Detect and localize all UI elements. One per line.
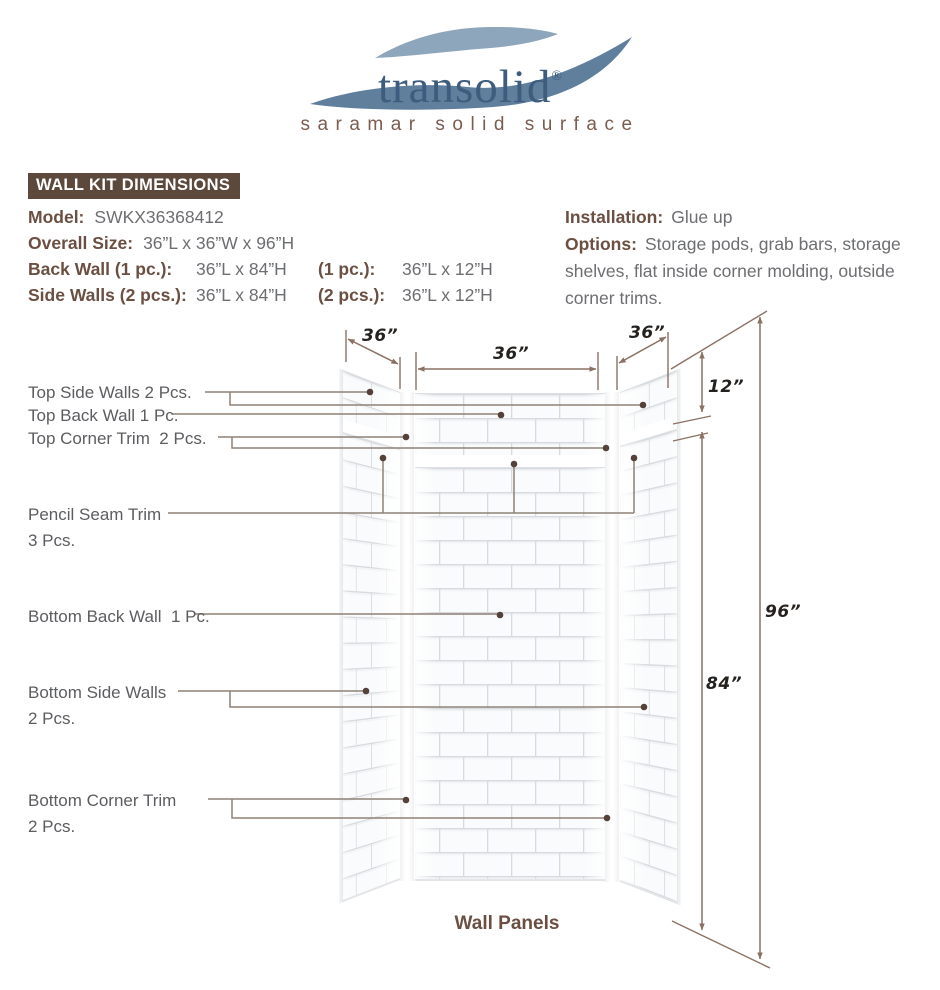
callout-bottom-back-wall: Bottom Back Wall 1 Pc. (28, 607, 210, 626)
callout-top-corner-trim: Top Corner Trim 2 Pcs. (28, 429, 207, 448)
spec-row-model (28, 204, 493, 230)
options-label: Options: (565, 234, 637, 254)
brand-name: transolid (377, 61, 552, 113)
right-bottom-panel (620, 428, 680, 906)
left-top-panel (340, 369, 400, 437)
back-wall-top-label: (1 pc.): (318, 259, 376, 279)
right-panel-edge (677, 369, 680, 906)
wave-light (375, 27, 558, 58)
brand-logo (0, 61, 940, 113)
installation-label: Installation: (565, 207, 664, 227)
back-wall-bottom-panel (415, 467, 605, 881)
model-label: Model: (28, 207, 85, 227)
overall-size-value: 36”L x 36”W x 96”H (143, 233, 295, 253)
dim-label-overall-height: 96” (765, 602, 802, 622)
left-bottom-panel (340, 431, 400, 903)
callout-pencil-seam-trim: Pencil Seam Trim 3 Pcs. (28, 505, 162, 550)
back-wall-label: Back Wall (1 pc.): (28, 259, 173, 279)
installation-value: Glue up (671, 207, 733, 227)
installation-options (565, 204, 937, 312)
back-wall-top-value: 36”L x 12”H (402, 259, 493, 279)
callout-bottom-side-walls: Bottom Side Walls 2 Pcs. (28, 683, 167, 728)
dim-label-bottom-height: 84” (706, 674, 743, 694)
wall-kit-spec-sheet: transolid® saramar solid surface WALL KIT DIMENSIONS Model: SWKX36368412 Overall Size: 36”L x 36”W x 96”H Back Wall (1 pc.): 36”L x 84”H (1 pc.): 36”L x 12”H Side Walls (2 pcs.): 36”L x 84”H (2 pcs.): 36”L x 12”H Installation: Glue up Options: Storage pods, grab bars, storage shelves, flat inside corner molding, outside corner trims. Top Side Walls 2 Pcs. Top Back Wall 1 Pc. Top Corner Trim 2 Pcs. Pencil Seam Trim 3 Pcs. Bottom Back Wall 1 Pc. Bottom Side Walls 2 Pcs. Bottom Corner Trim 2 Pcs. 36” 36” 36” 12” 96” 84” Wall Panels (0, 0, 940, 990)
side-walls-top-value: 36”L x 12”H (402, 285, 493, 305)
back-wall-top-panel (415, 393, 605, 455)
brand-tagline: saramar solid surface (300, 114, 640, 135)
section-header-badge: WALL KIT DIMENSIONS (28, 173, 240, 199)
side-walls-top-label: (2 pcs.): (318, 285, 386, 305)
installation-row (565, 204, 937, 231)
side-walls-value: 36”L x 84”H (196, 285, 287, 305)
left-side-wall-panel (340, 369, 400, 904)
right-side-wall-panel (620, 369, 680, 906)
spec-row-overall-size (28, 230, 493, 256)
dim-label-top-height: 12” (708, 377, 745, 397)
dim-label-back-width: 36” (493, 344, 530, 364)
callout-top-back-wall: Top Back Wall 1 Pc. (28, 406, 179, 425)
overall-size-label: Overall Size: (28, 233, 134, 253)
side-walls-label: Side Walls (2 pcs.): (28, 285, 187, 305)
spec-list (28, 204, 493, 308)
registered-mark: ® (551, 69, 563, 84)
left-corner-trim (400, 392, 414, 881)
spec-row-back-wall (28, 256, 493, 282)
dim-label-left-width: 36” (362, 326, 399, 346)
model-value: SWKX36368412 (94, 207, 224, 227)
right-corner-trim (605, 392, 619, 882)
back-wall-value: 36”L x 84”H (196, 259, 287, 279)
left-panel-edge (340, 369, 343, 904)
spec-row-side-walls (28, 282, 493, 308)
callout-bottom-corner-trim: Bottom Corner Trim 2 Pcs. (28, 791, 177, 836)
options-row (565, 231, 937, 312)
options-value: Storage pods, grab bars, storage shelves, flat inside corner molding, outside corner trims. (565, 234, 901, 308)
right-top-panel (620, 369, 680, 434)
dim-label-right-width: 36” (629, 323, 666, 343)
callout-top-side-walls: Top Side Walls 2 Pcs. (28, 383, 192, 402)
